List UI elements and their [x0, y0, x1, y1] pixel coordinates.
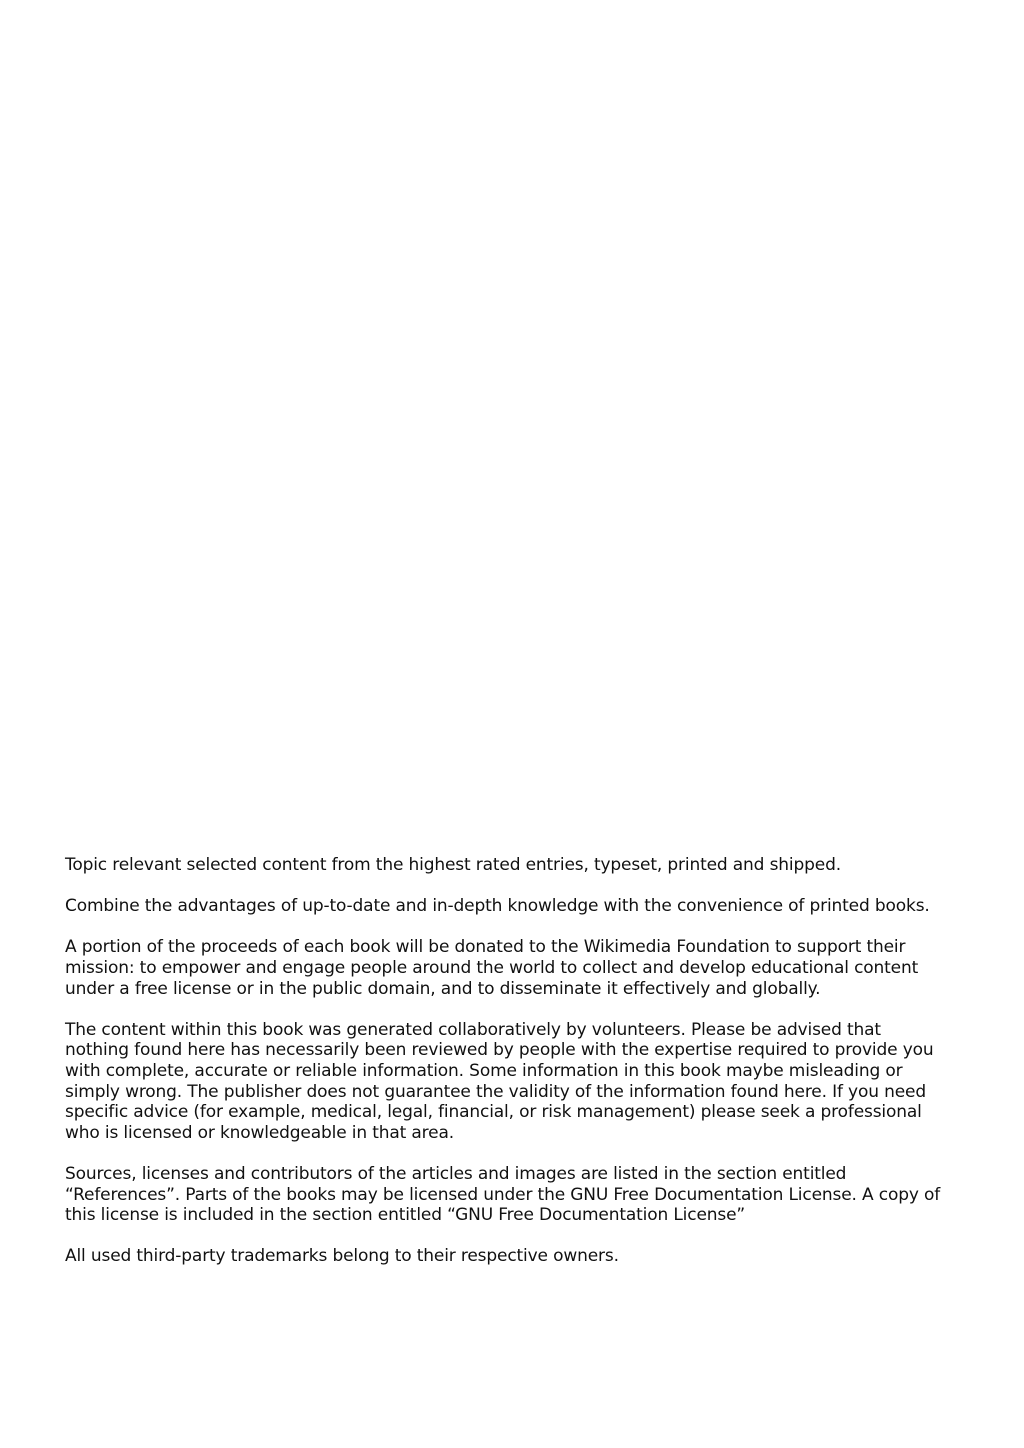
notice-paragraph-advantages: Combine the advantages of up-to-date and in-depth knowledge with the convenience of printed books.	[65, 896, 930, 917]
notice-paragraph-sources-licenses: Sources, licenses and contributors of the articles and images are listed in the section entitled “References”. Parts of the books may be licensed under the GNU Free Documentation License. A copy of this license is included in the section entitled “GNU Free Documentation License”	[65, 1163, 941, 1226]
notice-paragraph-wikimedia-donation: A portion of the proceeds of each book will be donated to the Wikimedia Foundation to support their mission: to empower and engage people around the world to collect and develop educational content under a free license or in the public domain, and to disseminate it effectively and globally.	[65, 937, 919, 999]
publisher-notice	[65, 855, 945, 1267]
notice-paragraph-trademarks: All used third-party trademarks belong to their respective owners.	[65, 1246, 619, 1267]
notice-paragraph-disclaimer: The content within this book was generated collaboratively by volunteers. Please be advised that nothing found here has necessarily been reviewed by people with the expertise required to provide you with complete, accurate or reliable information. Some information in this book maybe misleading or simply wrong. The publisher does not guarantee the validity of the information found here. If you need specific advice (for example, medical, legal, financial, or risk management) please seek a professional who is licensed or knowledgeable in that area.	[65, 1019, 934, 1143]
notice-paragraph-selected-content: Topic relevant selected content from the highest rated entries, typeset, printed and shipped.	[65, 855, 841, 875]
